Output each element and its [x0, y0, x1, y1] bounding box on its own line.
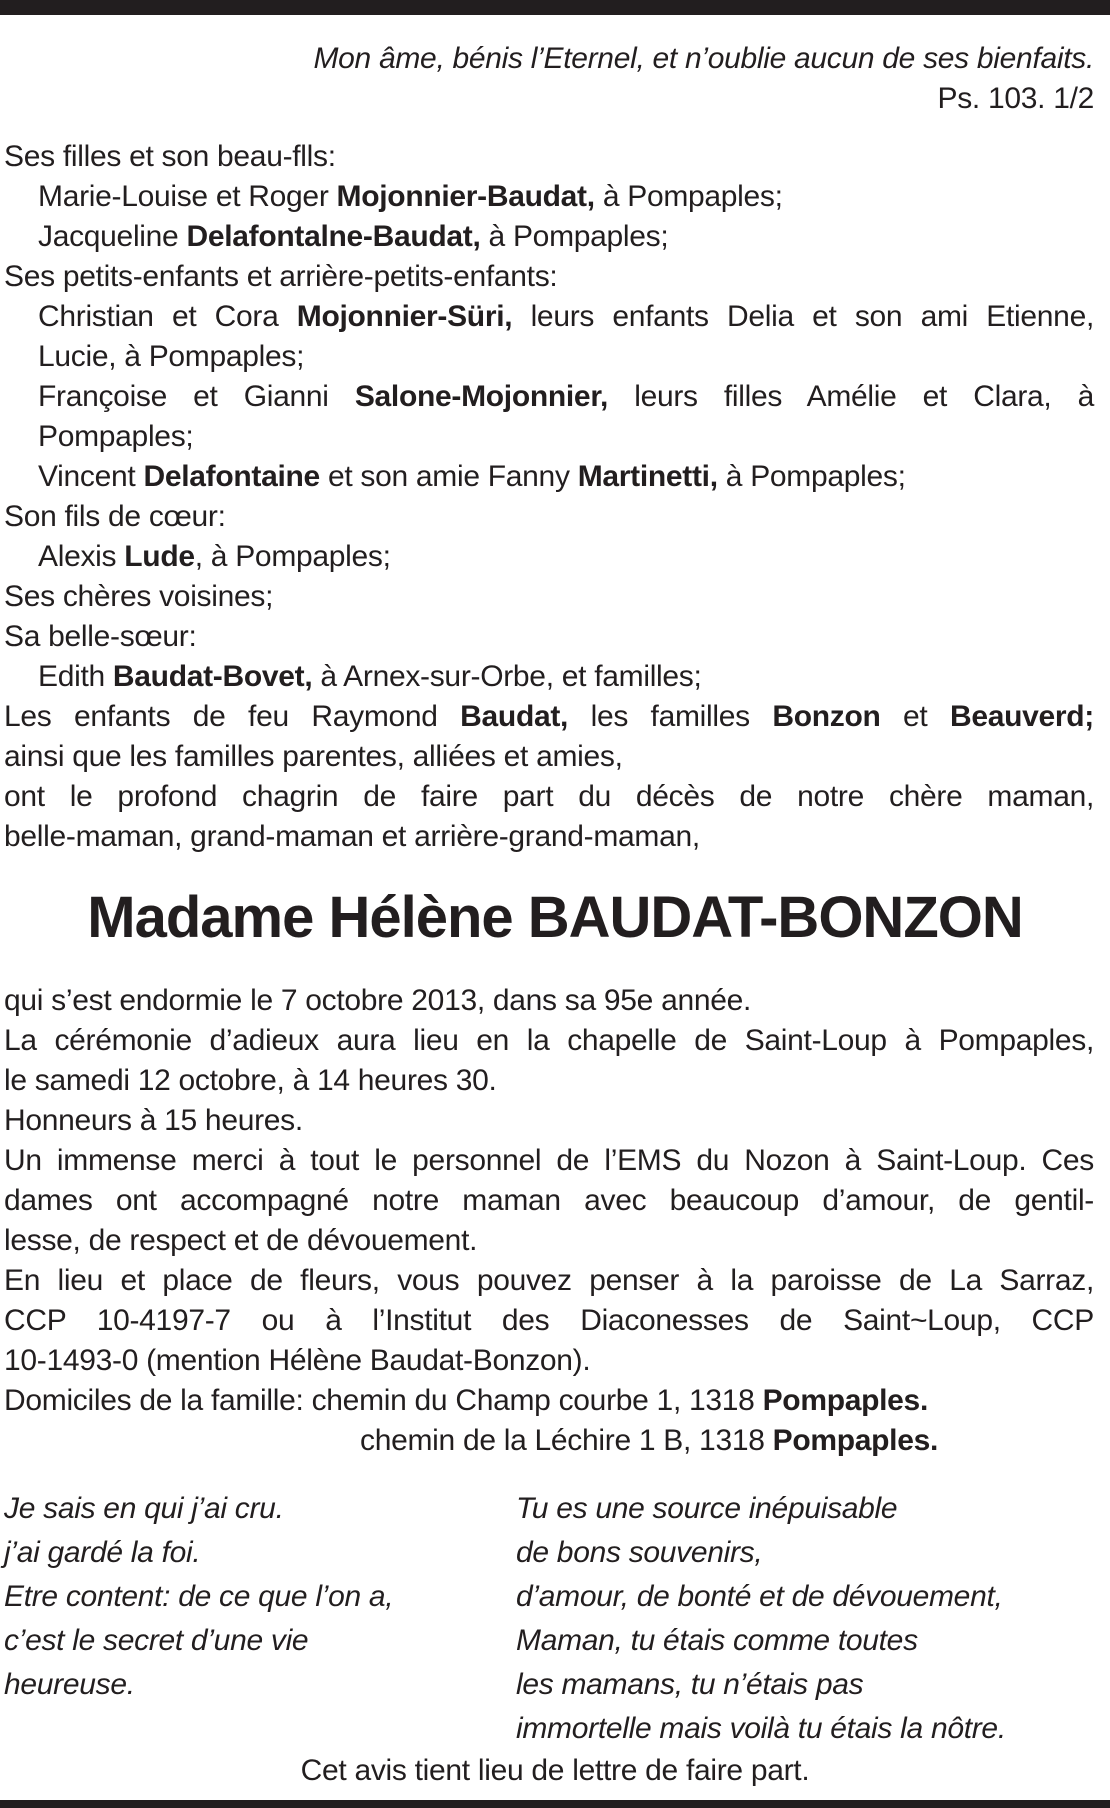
text-line [4, 777, 1094, 817]
text-line [4, 1421, 1094, 1461]
verse-line: de bons souvenirs, [516, 1536, 763, 1569]
text-segment: lesse, de respect et de dévouement. [4, 1224, 478, 1257]
verse-column-left [4, 1487, 516, 1751]
text-segment: Christian et Cora [38, 300, 297, 333]
verse-line: les mamans, tu n’étais pas [516, 1668, 864, 1701]
verse-line: Maman, tu étais comme toutes [516, 1624, 918, 1657]
emphasized-name: Mojonnier-Baudat, [336, 180, 595, 213]
emphasized-name: Lude [124, 540, 195, 573]
text-line [4, 577, 1094, 617]
family-list [0, 137, 1110, 857]
emphasized-name: Salone-Mojonnier, [354, 380, 609, 413]
text-line [4, 417, 1094, 457]
text-segment: Ses petits-enfants et arrière-petits-enfants: [4, 260, 558, 293]
text-segment: Françoise et Gianni [38, 380, 355, 413]
text-segment: Marie-Louise et Roger [38, 180, 337, 213]
emphasized-name: Baudat-Bovet, [112, 660, 313, 693]
emphasized-name: Baudat, [460, 700, 569, 733]
emphasized-name: Pompaples. [762, 1384, 928, 1417]
text-line [4, 1141, 1094, 1181]
text-segment: CCP 10-4197-7 ou à l’Institut des Diaconesses de Saint~Loup, CCP [4, 1304, 1094, 1337]
verse-line: j’ai gardé la foi. [4, 1536, 201, 1569]
bottom-divider-bar [0, 1800, 1110, 1808]
text-line [4, 377, 1094, 417]
text-line [4, 817, 1094, 857]
text-segment: leurs enfants Delia et son ami Etienne, [512, 300, 1094, 333]
text-segment: ainsi que les familles parentes, alliées et amies, [4, 740, 623, 773]
text-segment: à Pompaples; [717, 460, 906, 493]
announcement-details [0, 981, 1110, 1461]
text-line [4, 1061, 1094, 1101]
text-segment: à Pompaples; [594, 180, 783, 213]
text-segment: Un immense merci à tout le personnel de l’EMS du Nozon à Saint-Loup. Ces [4, 1144, 1094, 1177]
emphasized-name: Delafontaine [143, 460, 320, 493]
text-line [4, 217, 1094, 257]
text-line [4, 457, 1094, 497]
text-segment: le samedi 12 octobre, à 14 heures 30. [4, 1064, 497, 1097]
emphasized-name: Bonzon [772, 700, 881, 733]
emphasized-name: Martinetti, [577, 460, 718, 493]
emphasized-name: Pompaples. [772, 1424, 939, 1457]
text-line [4, 337, 1094, 377]
text-segment: dames ont accompagné notre maman avec beaucoup d’amour, de gentil- [4, 1184, 1094, 1217]
text-line [4, 697, 1094, 737]
text-line [4, 981, 1094, 1021]
text-line [4, 657, 1094, 697]
verse-line: d’amour, de bonté et de dévouement, [516, 1580, 1003, 1613]
text-segment: La cérémonie d’adieux aura lieu en la chapelle de Saint-Loup à Pompaples, [4, 1024, 1094, 1057]
text-segment: Domiciles de la famille: chemin du Champ courbe 1, 1318 [4, 1384, 763, 1417]
text-segment: chemin de la Léchire 1 B, 1318 [360, 1424, 773, 1457]
text-segment: Ses chères voisines; [4, 580, 274, 613]
verse-line: Je sais en qui j’ai cru. [4, 1492, 284, 1525]
text-segment: Edith [38, 660, 113, 693]
closing-notice: Cet avis tient lieu de lettre de faire part. [300, 1754, 810, 1787]
text-segment: à Arnex-sur-Orbe, et familles; [312, 660, 702, 693]
text-line [4, 1341, 1094, 1381]
text-line [4, 257, 1094, 297]
text-line [4, 497, 1094, 537]
text-segment: Vincent [38, 460, 144, 493]
text-segment: et son amie Fanny [319, 460, 578, 493]
emphasized-name: Delafontalne-Baudat, [186, 220, 481, 253]
text-segment: Les enfants de feu Raymond [4, 700, 461, 733]
verse-line: immortelle mais voilà tu étais la nôtre. [516, 1712, 1006, 1745]
deceased-name-title: Madame Hélène BAUDAT-BONZON [87, 885, 1023, 950]
text-segment: Honneurs à 15 heures. [4, 1104, 303, 1137]
text-segment: En lieu et place de fleurs, vous pouvez penser à la paroisse de La Sarraz, [4, 1264, 1094, 1297]
text-segment: Sa belle-sœur: [4, 620, 197, 653]
text-line [4, 1301, 1094, 1341]
verse-line: heureuse. [4, 1668, 135, 1701]
verse-line: Tu es une source inépuisable [516, 1492, 898, 1525]
text-line [4, 1101, 1094, 1141]
text-segment: Alexis [38, 540, 125, 573]
text-segment: Jacqueline [38, 220, 187, 253]
text-line [4, 1181, 1094, 1221]
epigraph-verse: Mon âme, bénis l’Eternel, et n’oublie aucun de ses bienfaits. [313, 42, 1094, 75]
text-line [4, 617, 1094, 657]
text-segment: Lucie, à Pompaples; [38, 340, 305, 373]
text-segment: Pompaples; [38, 420, 194, 453]
text-line [4, 1021, 1094, 1061]
text-segment: à Pompaples; [480, 220, 669, 253]
emphasized-name: Beauverd; [949, 700, 1094, 733]
text-segment: Ses filles et son beau-flls: [4, 140, 336, 173]
text-line [4, 737, 1094, 777]
text-line [4, 177, 1094, 217]
text-line [4, 297, 1094, 337]
text-segment: Son fils de cœur: [4, 500, 226, 533]
text-segment: les familles [568, 700, 773, 733]
text-segment: qui s’est endormie le 7 octobre 2013, dans sa 95e année. [4, 984, 752, 1017]
obituary-content [0, 15, 1110, 1789]
text-line [4, 1221, 1094, 1261]
emphasized-name: Mojonnier-Süri, [296, 300, 513, 333]
top-divider-bar [0, 0, 1110, 15]
text-line [4, 137, 1094, 177]
text-line [4, 1261, 1094, 1301]
text-line [4, 1381, 1094, 1421]
text-segment: 10-1493-0 (mention Hélène Baudat-Bonzon). [4, 1344, 591, 1377]
text-segment: belle-maman, grand-maman et arrière-grand-maman, [4, 820, 700, 853]
memorial-verses [0, 1487, 1110, 1751]
text-segment: et [880, 700, 950, 733]
verse-column-right [516, 1487, 1094, 1751]
text-segment: leurs filles Amélie et Clara, à [608, 380, 1094, 413]
text-segment: ont le profond chagrin de faire part du décès de notre chère maman, [4, 780, 1094, 813]
text-line [4, 537, 1094, 577]
verse-line: c’est le secret d’une vie [4, 1624, 309, 1657]
text-segment: , à Pompaples; [194, 540, 391, 573]
epigraph-reference: Ps. 103. 1/2 [937, 82, 1094, 115]
verse-line: Etre content: de ce que l’on a, [4, 1580, 394, 1613]
epigraph [0, 15, 1110, 119]
